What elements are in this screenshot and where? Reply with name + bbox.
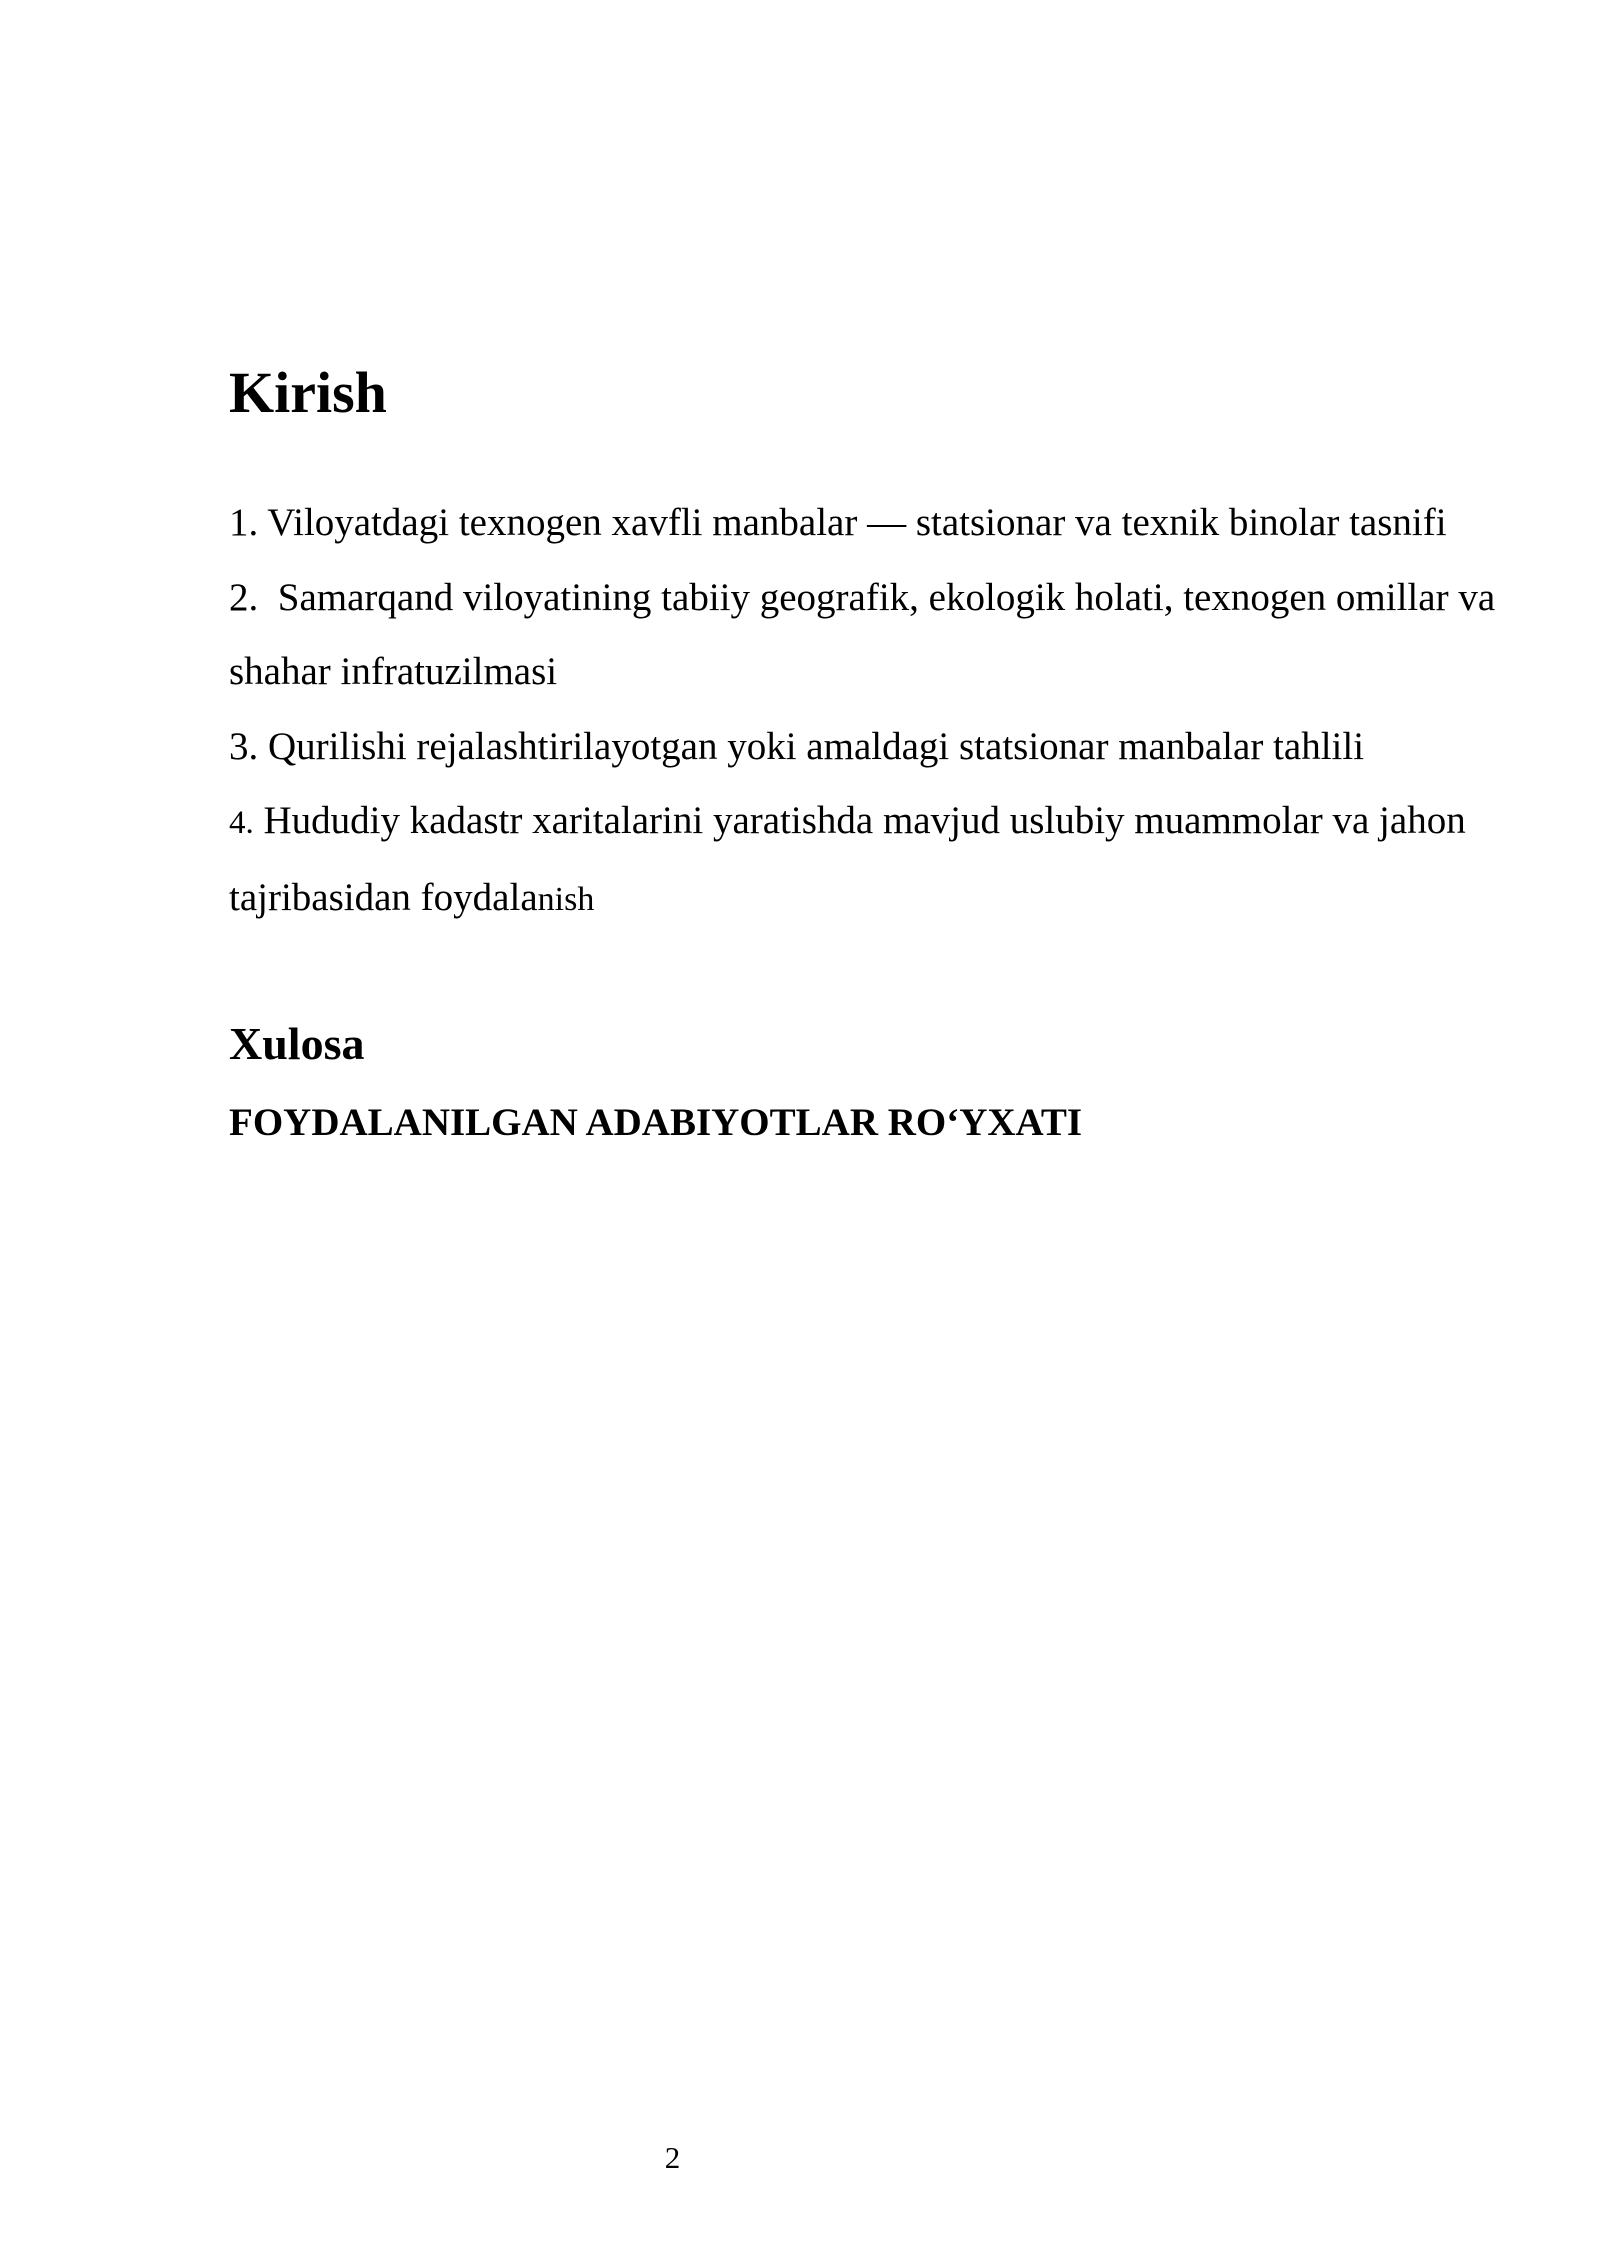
page-number: 2 [664,2140,681,2175]
toc-item-2: 2. Samarqand viloyatining tabiiy geografik, ekologik holati, texnogen omillar va shahar infratuzilmasi [229,575,1515,693]
toc-item-4 [229,784,1519,937]
toc-item-1: 1. Viloyatdagi texnogen xavfli manbalar — statsionar va texnik binolar tasnifi [229,501,1447,544]
heading-kirish: Kirish [229,360,387,425]
heading-references: FOYDALANILGAN ADABIYOTLAR RO‘YXATI [229,1101,1083,1144]
toc-item-4-number: 4. [229,805,254,841]
toc-item-3: 3. Qurilishi rejalashtirilayotgan yoki amaldagi statsionar manbalar tahlili [229,724,1365,768]
heading-xulosa: Xulosa [229,1018,365,1069]
toc-item-4-tail: nish [537,880,595,918]
table-of-contents [229,486,1519,937]
toc-item-4-text: Hududiy kadastr xaritalarini yaratishda mavjud uslubiy muammolar va jahon tajribasidan foydala [229,799,1476,919]
